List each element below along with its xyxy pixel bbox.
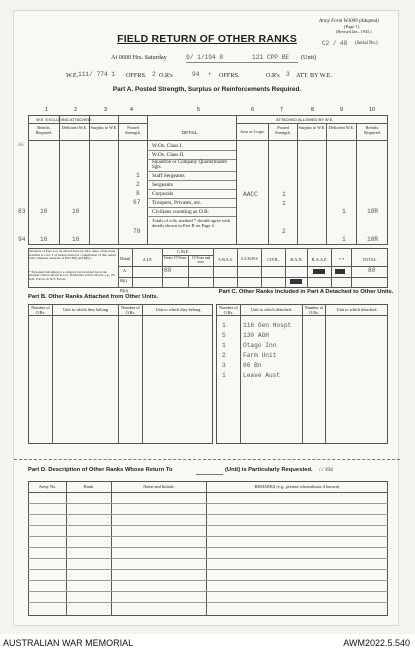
attached-allowed: ATTACHED ALLOWED BY W.E. <box>276 117 334 122</box>
analysis-total: 80 <box>368 267 376 274</box>
att-reinfts: 18R <box>367 208 379 215</box>
att-label: ATT. BY W.E. <box>296 72 332 79</box>
part-d-table <box>28 481 388 616</box>
detail-row-label: W.Os. Class I. <box>152 143 183 149</box>
total-reinfts: 94 <box>18 236 26 243</box>
part-c-heading: Part C. Other Ranks Included in Part A Detached to Other Units. <box>218 289 394 295</box>
redaction-mark <box>290 279 302 284</box>
ors-label-2: O.R's <box>266 72 280 79</box>
footer-bar <box>0 634 415 653</box>
we-excluding-attached: W.E. EXCLUDING ATTACHED. <box>36 117 92 122</box>
detached-unit: 116 Gen Hospt <box>243 322 292 329</box>
detached-unit: 130 AGH <box>243 332 269 339</box>
detached-unit: 66 Bn <box>243 362 262 369</box>
detail-row-label: Civilians counting as O.R. <box>152 209 210 215</box>
ors-value-2: 3 <box>286 71 290 78</box>
part-a-heading: Part A. Posted Strength, Surplus or Reinforcements Required. <box>112 86 302 93</box>
posted-strength-troopers: 67 <box>133 199 141 206</box>
unit-label: (Unit) <box>301 54 317 61</box>
detail-row-label: Corporals <box>152 191 174 197</box>
posted-strength-total: 78 <box>133 228 141 235</box>
deficient-we: 16 <box>40 208 48 215</box>
posted-strength-cpls: 8 <box>136 190 140 197</box>
detached-unit: Otago Inn <box>243 342 277 349</box>
analysis-footnote: * Personnel belonging to a category not provided for in the analysis will be shown in Col. Particulars will be shown, e.g., 20 O.R. Forces. in N.S. Forces. <box>29 270 115 281</box>
posted-strength-staff-sgts: 1 <box>136 172 140 179</box>
detached-count: 2 <box>222 352 226 359</box>
serial-number: C2 / 48 <box>322 40 348 47</box>
plus-sign: + <box>208 71 212 78</box>
footer-accession: AWM2022.5.540 <box>343 638 410 648</box>
surplus-we: 16 <box>72 208 80 215</box>
detail-row-label: Sergeants <box>152 182 173 188</box>
detail-row-label: Squadron or Company Quartermaster Sgts. <box>152 160 228 170</box>
detached-count: 1 <box>222 372 226 379</box>
detached-unit: Leave Aust <box>243 372 281 379</box>
detached-count: 1 <box>222 322 226 329</box>
detached-count: 1 <box>222 342 226 349</box>
posted-strength-sgts: 2 <box>136 181 140 188</box>
aif-count: 80 <box>164 267 172 274</box>
form-sheet: Army Form W3009 (Adapted) (Page 1) (Revised Jan., 1943.) C2 / 48 (Serial No.) FIELD RETURN OF OTHER RANKS At 0600 Hrs. Saturday 9/ 1/194 8 121 CPP BE (Unit) W.E. 111/ 774 1 OFFRS. 2 O.R's 94 + OFFRS. O.R's 3 ATT. BY W.E. Part A. Posted Strength, Surplus or Reinforcements Required. 1 2 3 4 5 6 7 8 9 10 W.E. EXCLUDING ATTACHED. ATTACHED ALLOWED BY W.E. DETAIL. Reinfts. Required. Deficient W.E. Surplus to W.E. Posted Strength. Arm or Corps. Posted Strength. Surplus to W.E. Deficient W.E. Reinfts. Required. WE W.Os. Class I. W.Os. Class II. Squadron or Company Quartermaster Sgts. Staff Sergeants Sergeants Corporals Troopers, Privates, etc. Civilians counting as O.R. Totals of cols. marked * should agree with details shown in Part B on Page 2. 1 2 8 67 78 AACC 1 1 2 83 16 16 1 18R 94 16 16 1 18R Analysis of Part A to be shown here by ALL units. Only units notified to corr. T of instructions for compilation of this return will complete analysis of Part B(i) and B(ii). * Personnel belonging to a category not provided for in the analysis will be shown in Col. Particulars will be shown, e.g., 20 O.R. Forces. in N.S. Forces. Detail C.M.F. A.I.F. Under 19 Years. 19 Years and over. A.W.A.S. A.A.M.W.S. CIVIL. R.A.N. R.A.A.F. * * TOTAL. A B(i) B(ii) 80 80 Part B. Other Ranks Attached from Other Units. Number of O.Rs. Unit to which they belong Number of O.Rs. Unit to which they belong Part C. Other Ranks Included in Part A Detached to Other Units. Number of O.Rs. Unit to which detached. Number of O.Rs. Unit to which detached. 1 116 Gen Hospt 5 130 AGH 1 Otago Inn 2 Farm Unit 3 66 Bn 1 Leave Aust Part D. Description of Other Ranks Whose Return To (Unit) is Particularly Requested. / / 194 Army No. Rank. Name and Initials. REMARKS (e.g., present whereabouts if known). <box>13 10 399 626</box>
we-label: W.E. <box>66 72 79 79</box>
redaction-mark <box>335 269 345 274</box>
att-posted-cpls: 1 <box>282 191 286 198</box>
total-deficient: 16 <box>40 236 48 243</box>
offrs-value: 2 <box>152 71 156 78</box>
unit-name: 121 CPP BE <box>252 54 290 61</box>
analysis-detail-header: Detail <box>120 256 131 261</box>
part-d-heading-2: (Unit) is Particularly Requested. <box>225 467 313 473</box>
detached-unit: Farm Unit <box>243 352 277 359</box>
part-d-heading: Part D. Description of Other Ranks Whose Return To <box>28 467 173 473</box>
we-value: 111/ 774 1 <box>78 71 116 78</box>
redaction-mark <box>313 269 325 274</box>
offrs-label-2: OFFRS. <box>219 72 240 79</box>
detail-row-label: Troopers, Privates, etc. <box>152 200 202 206</box>
detail-row-label: Staff Sergeants <box>152 173 185 179</box>
return-date: 9/ 1/194 8 <box>186 54 224 61</box>
att-posted-total: 2 <box>282 228 286 235</box>
form-number: Army Form W3009 (Adapted) <box>319 19 379 24</box>
analysis-note: Analysis of Part A to be shown here by ALL units. Only units notified to corr. T of instructions for compilation of this return will complete analysis of Part B(i) and B(ii). <box>29 249 117 261</box>
part-b-heading: Part B. Other Ranks Attached from Other Units. <box>28 294 159 300</box>
form-page: (Page 1) <box>344 24 360 29</box>
total-surplus: 16 <box>72 236 80 243</box>
serial-label: (Serial No.) <box>355 41 378 46</box>
detached-count: 5 <box>222 332 226 339</box>
footer-source: AUSTRALIAN WAR MEMORIAL <box>3 638 134 648</box>
margin-note: WE <box>18 142 25 148</box>
total-att-deficient: 1 <box>342 236 346 243</box>
att-deficient: 1 <box>342 208 346 215</box>
ors-value: 94 <box>192 71 200 78</box>
at-label: At 0600 Hrs. Saturday <box>111 54 167 61</box>
cmf-header: C.M.F. <box>177 249 189 254</box>
detail-row-label: W.Os. Class II. <box>152 152 185 158</box>
form-revision: (Revised Jan., 1943.) <box>336 29 372 34</box>
reinfts-required: 83 <box>18 208 26 215</box>
arm-or-corps: AACC <box>243 191 258 198</box>
detached-count: 3 <box>222 362 226 369</box>
part-b-table <box>28 304 213 444</box>
detail-row-label: Totals of cols. marked * should agree with details shown in Part B on Page 2. <box>152 218 231 229</box>
ors-label: O.R's <box>159 72 173 79</box>
att-posted-troopers: 1 <box>282 200 286 207</box>
offrs-label: OFFRS. <box>126 72 147 79</box>
tear-line <box>14 459 400 460</box>
part-d-date: / / 194 <box>319 467 333 473</box>
total-att-reinfts: 18R <box>367 236 379 243</box>
page-title: FIELD RETURN OF OTHER RANKS <box>117 33 297 45</box>
detail-header: DETAIL. <box>182 130 199 135</box>
